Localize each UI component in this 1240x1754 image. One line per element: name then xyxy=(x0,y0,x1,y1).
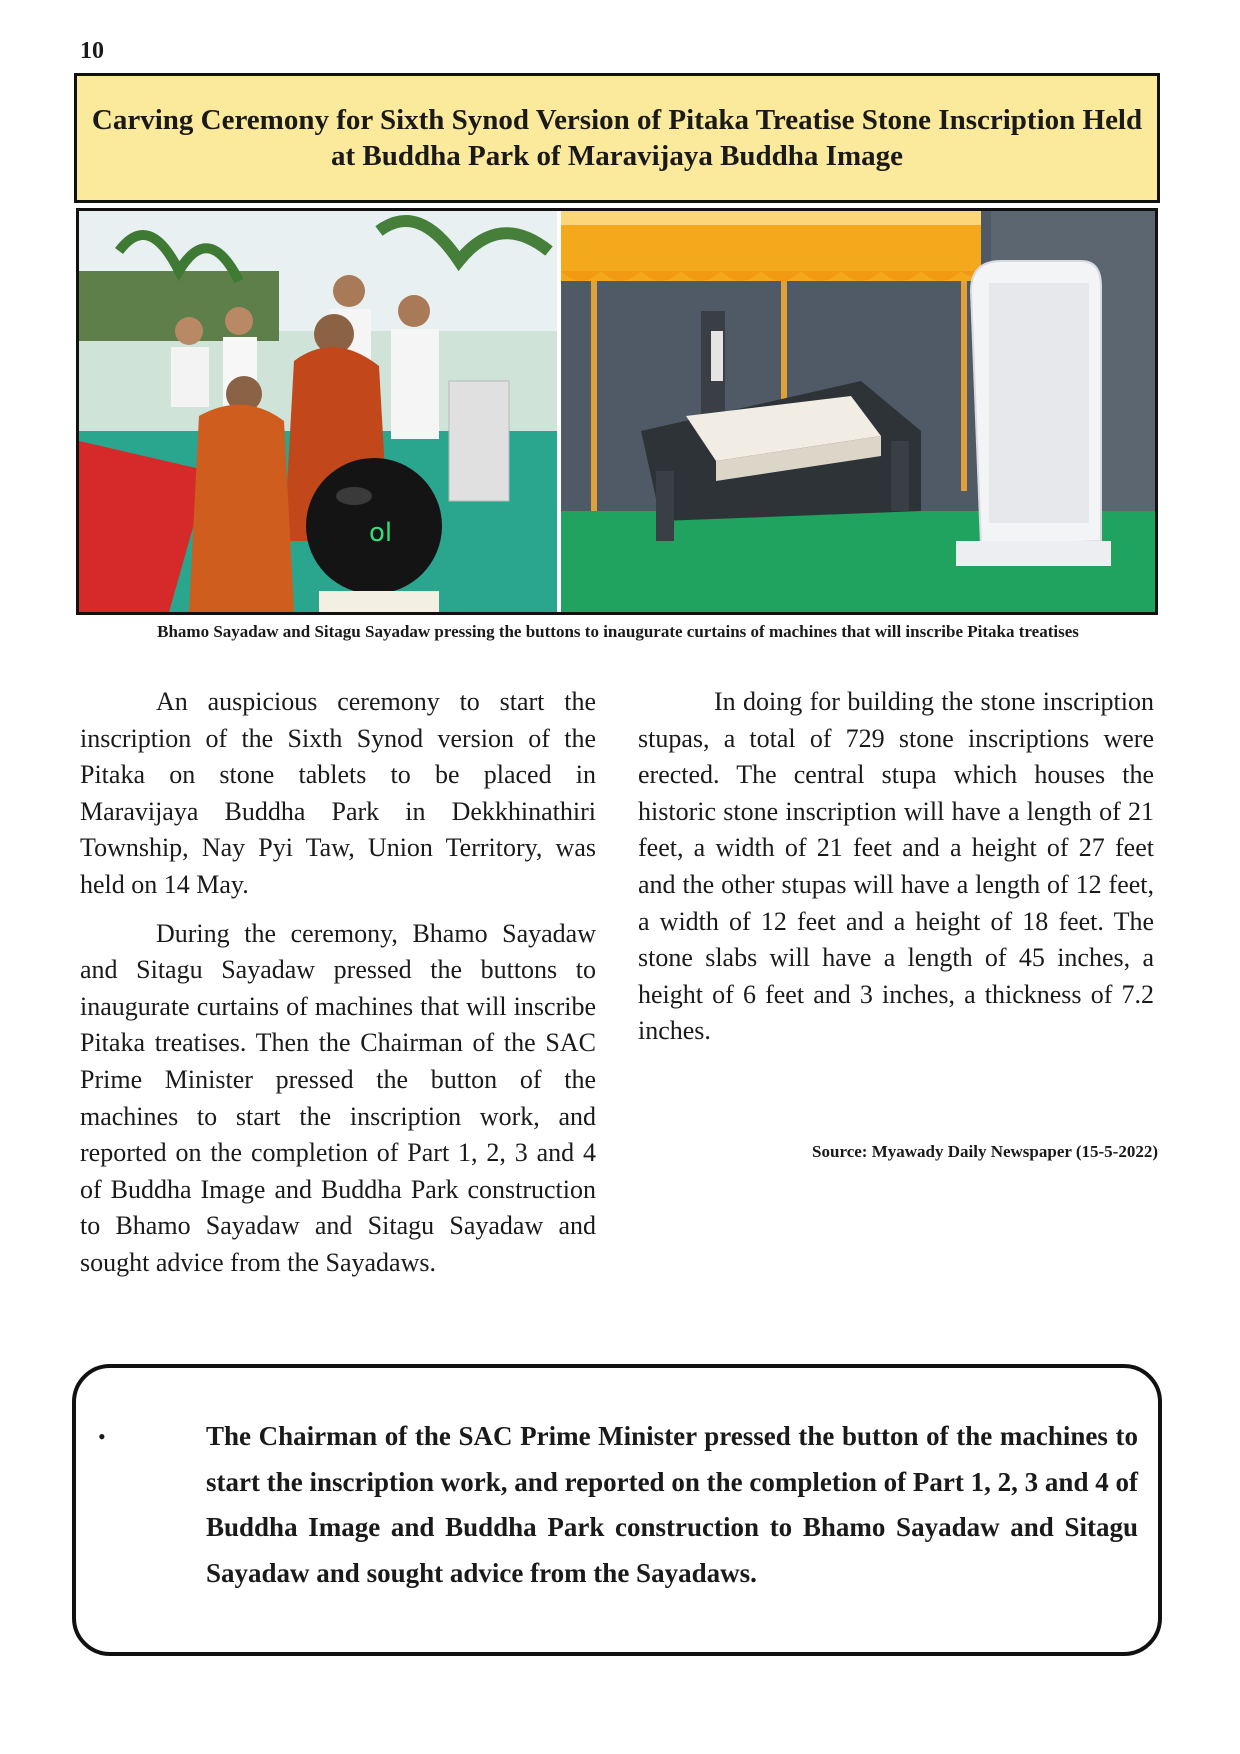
article-paragraph-2: During the ceremony, Bhamo Sayadaw and Sitagu Sayadaw pressed the buttons to inaugurate curtains of machines that will inscribe Pitaka treatises. Then the Chairman of the SAC Prime Minister pressed the button of the machines to start the inscription work, and reported on the completion of Part 1, 2, 3 and 4 of Buddha Image and Buddha Park construction to Bhamo Sayadaw and Sitagu Sayadaw and sought advice from the Sayadaws. xyxy=(80,918,596,1277)
highlight-item xyxy=(98,1414,1138,1596)
article-paragraph-1: An auspicious ceremony to start the inscription of the Sixth Synod version of the Pitaka on stone tablets to be placed in Maravijaya Buddha Park in Dekkhinathiri Township, Nay Pyi Taw, Union Territory, was held on 14 May. xyxy=(80,687,596,899)
machine-photo xyxy=(561,211,1155,612)
highlight-box xyxy=(72,1364,1162,1656)
highlight-text: The Chairman of the SAC Prime Minister pressed the button of the machines to start the inscription work, and reported on the completion of Part 1, 2, 3 and 4 of Buddha Image and Buddha Park construction to Bhamo Sayadaw and Sitagu Sayadaw and sought advice from the Sayadaws. xyxy=(206,1421,1138,1588)
bullet-icon: • xyxy=(98,1424,106,1449)
photo-caption: Bhamo Sayadaw and Sitagu Sayadaw pressing the buttons to inaugurate curtains of machines that will inscribe Pitaka treatises xyxy=(157,622,1079,641)
page-number: 10 xyxy=(80,38,104,64)
article-column-left xyxy=(80,684,596,1294)
article-title: Carving Ceremony for Sixth Synod Version of Pitaka Treatise Stone Inscription Held at Buddha Park of Maravijaya Buddha Image xyxy=(91,104,1143,172)
source-credit: Source: Myawady Daily Newspaper (15-5-2022) xyxy=(812,1142,1158,1161)
article-column-right xyxy=(638,684,1154,1062)
photo-frame xyxy=(76,208,1158,615)
article-paragraph-3: In doing for building the stone inscription stupas, a total of 729 stone inscriptions were erected. The central stupa which houses the historic stone inscription will have a length of 21 feet, a width of 21 feet and a height of 27 feet and the other stupas will have a length of 12 feet, a width of 12 feet and a height of 18 feet. The stone slabs will have a length of 45 inches, a height of 6 feet and 3 inches, a thickness of 7.2 inches. xyxy=(638,687,1154,1046)
svg-text:ol: ol xyxy=(369,518,393,548)
article-title-box xyxy=(74,73,1160,203)
highlight-list xyxy=(98,1414,1138,1596)
ceremony-photo xyxy=(79,211,557,612)
